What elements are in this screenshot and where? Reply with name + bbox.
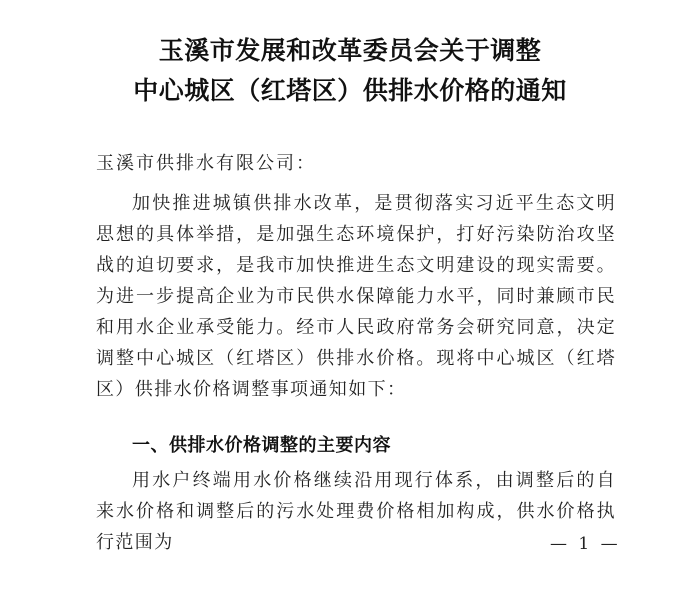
section-heading-1: 一、供排水价格调整的主要内容 bbox=[132, 435, 391, 456]
salutation: 玉溪市供排水有限公司： bbox=[96, 153, 316, 174]
body-paragraph-1: 加快推进城镇供排水改革，是贯彻落实习近平生态文明思想的具体举措，是加强生态环境保护，打好污染防治攻坚战的迫切要求，是我市加快推进生态文明建设的现实需要。为进一步提高企业为市民供水保障能力水平，同时兼顾市民和用水企业承受能力。经市人民政府常务会研究同意，决定调整中心城区（红塔区）供排水价格。现将中心城区（红塔区）供排水价格调整事项通知如下： bbox=[96, 193, 616, 400]
page-number: — 1 — bbox=[550, 534, 621, 554]
body-paragraph-2: 用水户终端用水价格继续沿用现行体系，由调整后的自来水价格和调整后的污水处理费价格相加构成，供水价格执行范围为 bbox=[96, 470, 616, 553]
document-title-line-1: 玉溪市发展和改革委员会关于调整 bbox=[158, 36, 542, 65]
document-title-line-2: 中心城区（红塔区）供排水价格的通知 bbox=[133, 76, 567, 105]
